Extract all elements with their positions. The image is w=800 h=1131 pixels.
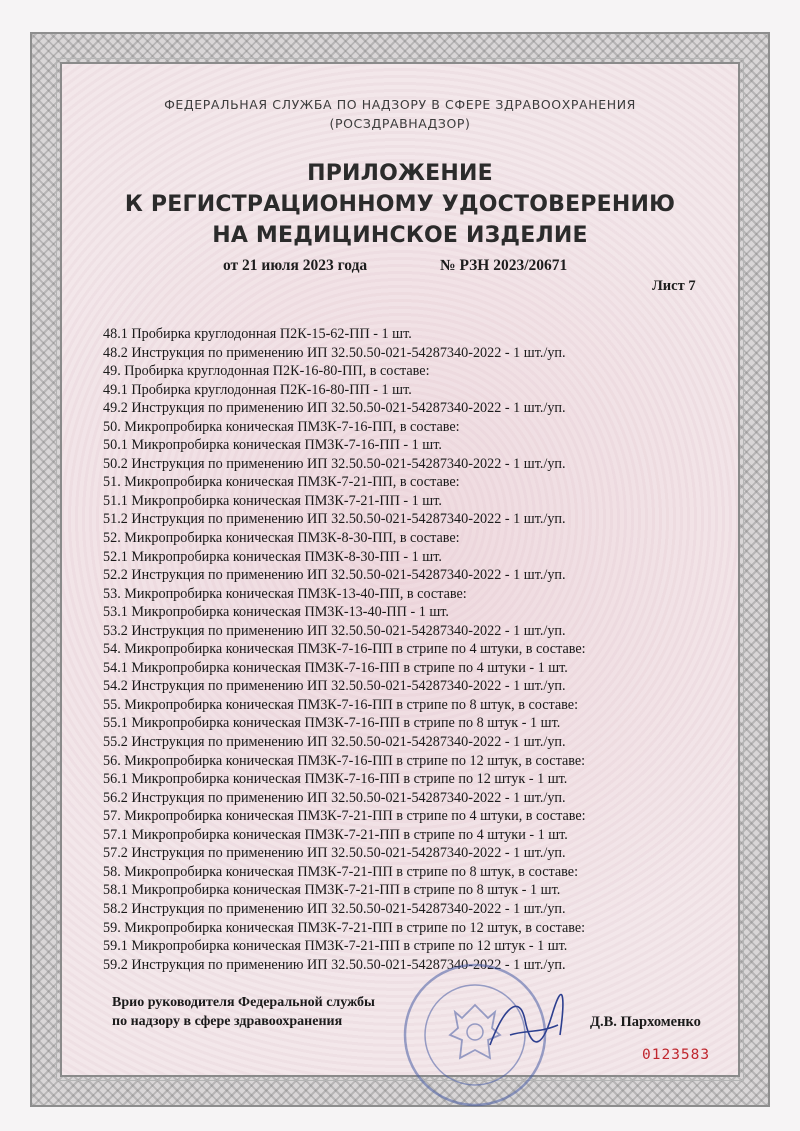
list-item: 53. Микропробирка коническая ПМ3К-13-40-ПП, в составе: [103,585,467,602]
list-item: 49.2 Инструкция по применению ИП 32.50.50-021-54287340-2022 - 1 шт./уп. [103,400,566,417]
product-list [103,325,723,974]
list-item: 57. Микропробирка коническая ПМ3К-7-21-ПП в стрипе по 4 штуки, в составе: [103,808,586,825]
agency-name: ФЕДЕРАЛЬНАЯ СЛУЖБА ПО НАДЗОРУ В СФЕРЕ ЗДРАВООХРАНЕНИЯ [164,97,636,112]
list-item: 59. Микропробирка коническая ПМ3К-7-21-ПП в стрипе по 12 штук, в составе: [103,919,586,936]
list-item: 59.2 Инструкция по применению ИП 32.50.50-021-54287340-2022 - 1 шт./уп. [103,956,566,973]
list-item: 50.2 Инструкция по применению ИП 32.50.50-021-54287340-2022 - 1 шт./уп. [103,455,566,472]
list-item: 58. Микропробирка коническая ПМ3К-7-21-ПП в стрипе по 8 штук, в составе: [103,863,579,880]
list-item: 49. Пробирка круглодонная П2К-16-80-ПП, в составе: [103,363,430,380]
list-item: 57.1 Микропробирка коническая ПМ3К-7-21-ПП в стрипе по 4 штуки - 1 шт. [103,826,568,843]
list-item: 51.2 Инструкция по применению ИП 32.50.50-021-54287340-2022 - 1 шт./уп. [103,511,566,528]
list-item: 48.1 Пробирка круглодонная П2К-15-62-ПП - 1 шт. [103,326,412,342]
list-item: 52.2 Инструкция по применению ИП 32.50.50-021-54287340-2022 - 1 шт./уп. [103,567,566,584]
list-item: 58.1 Микропробирка коническая ПМ3К-7-21-ПП в стрипе по 8 штук - 1 шт. [103,882,561,899]
issue-date: от 21 июля 2023 года [223,257,368,274]
list-item: 53.2 Инструкция по применению ИП 32.50.50-021-54287340-2022 - 1 шт./уп. [103,622,566,639]
registration-number: № РЗН 2023/20671 [440,257,568,274]
list-item: 53.1 Микропробирка коническая ПМ3К-13-40-ПП - 1 шт. [103,604,449,621]
list-item: 50.1 Микропробирка коническая ПМ3К-7-16-ПП - 1 шт. [103,437,442,454]
list-item: 54. Микропробирка коническая ПМ3К-7-16-ПП в стрипе по 4 штуки, в составе: [103,641,586,658]
list-item: 54.2 Инструкция по применению ИП 32.50.50-021-54287340-2022 - 1 шт./уп. [103,678,566,695]
signatory-position-line-1: Врио руководителя Федеральной службы [112,995,375,1010]
list-item: 52. Микропробирка коническая ПМ3К-8-30-ПП, в составе: [103,530,460,547]
list-item: 50. Микропробирка коническая ПМ3К-7-16-ПП, в составе: [103,418,460,435]
list-item: 48.2 Инструкция по применению ИП 32.50.50-021-54287340-2022 - 1 шт./уп. [103,344,566,361]
list-item: 56. Микропробирка коническая ПМ3К-7-16-ПП в стрипе по 12 штук, в составе: [103,752,586,769]
sheet-number: Лист 7 [652,278,696,294]
list-item: 51.1 Микропробирка коническая ПМ3К-7-21-ПП - 1 шт. [103,492,442,509]
list-item: 51. Микропробирка коническая ПМ3К-7-21-ПП, в составе: [103,474,460,491]
list-item: 56.1 Микропробирка коническая ПМ3К-7-16-ПП в стрипе по 12 штук - 1 шт. [103,771,568,788]
list-item: 56.2 Инструкция по применению ИП 32.50.50-021-54287340-2022 - 1 шт./уп. [103,789,566,806]
list-item: 55. Микропробирка коническая ПМ3К-7-16-ПП в стрипе по 8 штук, в составе: [103,696,579,713]
list-item: 52.1 Микропробирка коническая ПМ3К-8-30-ПП - 1 шт. [103,548,442,565]
document-title-line-1: ПРИЛОЖЕНИЕ [307,161,493,186]
list-item: 58.2 Инструкция по применению ИП 32.50.50-021-54287340-2022 - 1 шт./уп. [103,900,566,917]
list-item: 49.1 Пробирка круглодонная П2К-16-80-ПП - 1 шт. [103,381,412,398]
document-title-line-3: НА МЕДИЦИНСКОЕ ИЗДЕЛИЕ [212,223,588,248]
signatory-position-line-2: по надзору в сфере здравоохранения [112,1014,343,1029]
serial-number: 0123583 [642,1047,711,1063]
list-item: 57.2 Инструкция по применению ИП 32.50.50-021-54287340-2022 - 1 шт./уп. [103,845,566,862]
handwritten-signature [480,985,570,1065]
document-title-line-2: К РЕГИСТРАЦИОННОМУ УДОСТОВЕРЕНИЮ [124,192,676,217]
signatory-name: Д.В. Пархоменко [590,1014,701,1030]
agency-abbreviation: (РОСЗДРАВНАДЗОР) [329,116,471,131]
list-item: 55.1 Микропробирка коническая ПМ3К-7-16-ПП в стрипе по 8 штук - 1 шт. [103,715,561,732]
list-item: 54.1 Микропробирка коническая ПМ3К-7-16-ПП в стрипе по 4 штуки - 1 шт. [103,659,568,676]
list-item: 59.1 Микропробирка коническая ПМ3К-7-21-ПП в стрипе по 12 штук - 1 шт. [103,938,568,955]
list-item: 55.2 Инструкция по применению ИП 32.50.50-021-54287340-2022 - 1 шт./уп. [103,734,566,751]
